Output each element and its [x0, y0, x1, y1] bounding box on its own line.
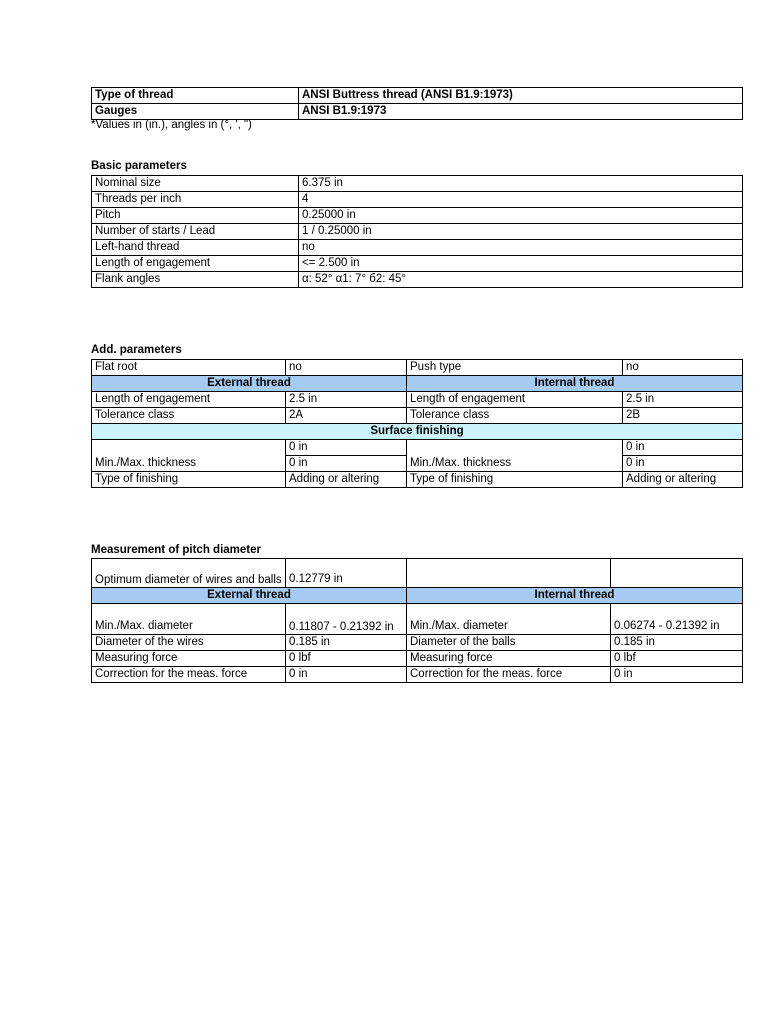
type-of-thread-value: ANSI Buttress thread (ANSI B1.9:1973): [299, 88, 743, 104]
ext-tolerance-value: 2A: [286, 408, 407, 424]
int-thickness-top: 0 in: [623, 440, 743, 456]
int-thickness-value: 0 in: [623, 456, 743, 472]
optimum-diameter-value: 0.12779 in: [286, 559, 407, 588]
gauges-label: Gauges: [92, 104, 299, 120]
table-row: [92, 240, 743, 256]
pitch-diameter-table: [91, 558, 743, 683]
param-value: <= 2.500 in: [299, 256, 743, 272]
table-row: [92, 667, 743, 683]
ext-force-value: 0 lbf: [286, 651, 407, 667]
push-type-label: Push type: [407, 360, 623, 376]
param-label: Length of engagement: [92, 256, 299, 272]
table-row: [92, 176, 743, 192]
int-finishing-value: Adding or altering: [623, 472, 743, 488]
table-row: [92, 651, 743, 667]
table-row: [92, 88, 743, 104]
table-row: [92, 272, 743, 288]
table-row: [92, 472, 743, 488]
internal-thread-header: Internal thread: [407, 376, 743, 392]
int-balls-label: Diameter of the balls: [407, 635, 611, 651]
add-parameters-title: Add. parameters: [91, 344, 182, 356]
table-row: [92, 224, 743, 240]
ext-thickness-value: 0 in: [286, 456, 407, 472]
ext-diameter-label: Min./Max. diameter: [92, 604, 286, 635]
type-of-thread-label: Type of thread: [92, 88, 299, 104]
flat-root-value: no: [286, 360, 407, 376]
int-tolerance-label: Tolerance class: [407, 408, 623, 424]
param-label: Number of starts / Lead: [92, 224, 299, 240]
int-diameter-label: Min./Max. diameter: [407, 604, 611, 635]
ext-thickness-top: 0 in: [286, 440, 407, 456]
param-value: 0.25000 in: [299, 208, 743, 224]
ext-tolerance-label: Tolerance class: [92, 408, 286, 424]
units-note: *Values in (in.), angles in (°, ', "): [91, 119, 252, 131]
add-parameters-table: [91, 359, 743, 488]
surface-finishing-header: Surface finishing: [92, 424, 743, 440]
int-force-label: Measuring force: [407, 651, 611, 667]
table-row: [92, 408, 743, 424]
ext-wires-value: 0.185 in: [286, 635, 407, 651]
param-label: Left-hand thread: [92, 240, 299, 256]
int-diameter-value: 0.06274 - 0.21392 in: [611, 604, 743, 635]
int-tolerance-value: 2B: [623, 408, 743, 424]
ext-thickness-label: Min./Max. thickness: [92, 440, 286, 472]
table-row: [92, 256, 743, 272]
int-correction-label: Correction for the meas. force: [407, 667, 611, 683]
param-value: no: [299, 240, 743, 256]
table-row: [92, 376, 743, 392]
basic-parameters-title: Basic parameters: [91, 160, 187, 172]
basic-parameters-table: [91, 175, 743, 288]
ext-length-label: Length of engagement: [92, 392, 286, 408]
ext-finishing-value: Adding or altering: [286, 472, 407, 488]
ext-correction-value: 0 in: [286, 667, 407, 683]
external-thread-header: External thread: [92, 376, 407, 392]
int-finishing-label: Type of finishing: [407, 472, 623, 488]
param-label: Pitch: [92, 208, 299, 224]
table-row: [92, 392, 743, 408]
table-row: [92, 360, 743, 376]
ext-force-label: Measuring force: [92, 651, 286, 667]
int-length-value: 2.5 in: [623, 392, 743, 408]
table-row: [92, 192, 743, 208]
empty-cell: [407, 559, 611, 588]
ext-finishing-label: Type of finishing: [92, 472, 286, 488]
table-row: [92, 104, 743, 120]
int-balls-value: 0.185 in: [611, 635, 743, 651]
int-force-value: 0 lbf: [611, 651, 743, 667]
table-row: [92, 588, 743, 604]
table-row: [92, 604, 743, 635]
param-value: 4: [299, 192, 743, 208]
table-row: [92, 559, 743, 588]
param-value: α: 52° α1: 7° б2: 45°: [299, 272, 743, 288]
param-label: Threads per inch: [92, 192, 299, 208]
table-row: [92, 440, 743, 456]
param-label: Flank angles: [92, 272, 299, 288]
table-row: [92, 208, 743, 224]
external-thread-header: External thread: [92, 588, 407, 604]
ext-length-value: 2.5 in: [286, 392, 407, 408]
table-row: [92, 424, 743, 440]
empty-cell: [611, 559, 743, 588]
optimum-diameter-label: Optimum diameter of wires and balls: [92, 559, 286, 588]
ext-diameter-value: 0.11807 - 0.21392 in: [286, 604, 407, 635]
int-correction-value: 0 in: [611, 667, 743, 683]
int-thickness-label: Min./Max. thickness: [407, 440, 623, 472]
ext-wires-label: Diameter of the wires: [92, 635, 286, 651]
flat-root-label: Flat root: [92, 360, 286, 376]
int-length-label: Length of engagement: [407, 392, 623, 408]
pitch-diameter-title: Measurement of pitch diameter: [91, 544, 261, 556]
push-type-value: no: [623, 360, 743, 376]
ext-correction-label: Correction for the meas. force: [92, 667, 286, 683]
internal-thread-header: Internal thread: [407, 588, 743, 604]
table-row: [92, 635, 743, 651]
thread-type-table: [91, 87, 743, 120]
param-label: Nominal size: [92, 176, 299, 192]
param-value: 1 / 0.25000 in: [299, 224, 743, 240]
param-value: 6.375 in: [299, 176, 743, 192]
gauges-value: ANSI B1.9:1973: [299, 104, 743, 120]
